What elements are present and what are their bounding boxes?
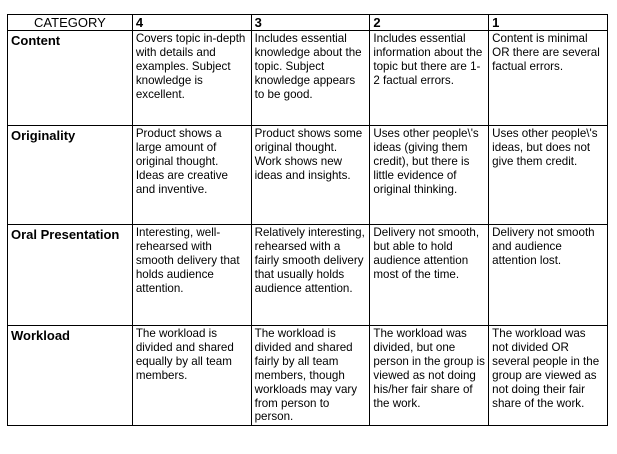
cell-originality-3: Product shows some original thought. Work shows new ideas and insights.: [251, 126, 370, 225]
cell-content-4: Covers topic in-depth with details and examples. Subject knowledge is excellent.: [132, 31, 251, 126]
header-row: [8, 15, 608, 31]
cell-content-2: Includes essential information about the topic but there are 1-2 factual errors.: [370, 31, 489, 126]
cell-workload-4: The workload is divided and shared equally by all team members.: [132, 326, 251, 426]
header-category: CATEGORY: [8, 15, 133, 31]
category-label-originality: Originality: [8, 126, 133, 225]
cell-content-1: Content is minimal OR there are several factual errors.: [489, 31, 608, 126]
header-score-1: 1: [489, 15, 608, 31]
table-row-workload: [8, 326, 608, 426]
cell-content-3: Includes essential knowledge about the topic. Subject knowledge appears to be good.: [251, 31, 370, 126]
category-label-workload: Workload: [8, 326, 133, 426]
cell-oral-presentation-2: Delivery not smooth, but able to hold audience attention most of the time.: [370, 225, 489, 326]
table-row-oral-presentation: [8, 225, 608, 326]
rubric-header: [8, 15, 608, 31]
table-row-content: [8, 31, 608, 126]
cell-workload-1: The workload was not divided OR several people in the group are viewed as not doing their fair share of the work.: [489, 326, 608, 426]
cell-originality-2: Uses other people\'s ideas (giving them credit), but there is little evidence of original thinking.: [370, 126, 489, 225]
cell-originality-1: Uses other people\'s ideas, but does not give them credit.: [489, 126, 608, 225]
cell-oral-presentation-3: Relatively interesting, rehearsed with a fairly smooth delivery that usually holds audience attention.: [251, 225, 370, 326]
category-label-content: Content: [8, 31, 133, 126]
category-label-oral-presentation: Oral Presentation: [8, 225, 133, 326]
cell-workload-2: The workload was divided, but one person in the group is viewed as not doing his/her fair share of the work.: [370, 326, 489, 426]
cell-oral-presentation-4: Interesting, well-rehearsed with smooth delivery that holds audience attention.: [132, 225, 251, 326]
cell-originality-4: Product shows a large amount of original thought. Ideas are creative and inventive.: [132, 126, 251, 225]
header-score-3: 3: [251, 15, 370, 31]
header-score-2: 2: [370, 15, 489, 31]
cell-oral-presentation-1: Delivery not smooth and audience attention lost.: [489, 225, 608, 326]
cell-workload-3: The workload is divided and shared fairly by all team members, though workloads may vary from person to person.: [251, 326, 370, 426]
header-score-4: 4: [132, 15, 251, 31]
rubric-body: [8, 31, 608, 426]
rubric-table: [7, 14, 608, 426]
table-row-originality: [8, 126, 608, 225]
